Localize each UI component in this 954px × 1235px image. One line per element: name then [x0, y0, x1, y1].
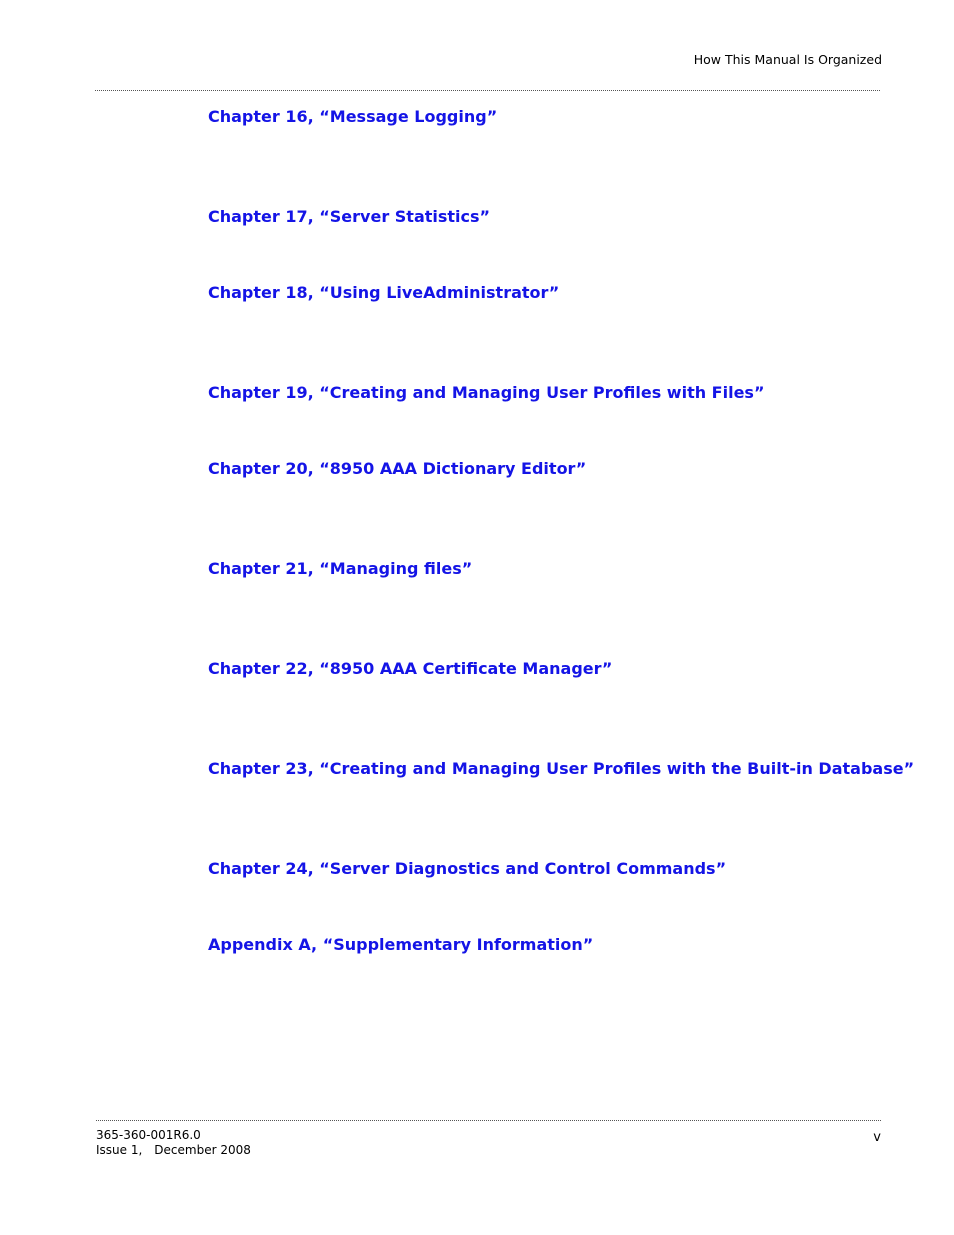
footer-info — [96, 1128, 251, 1158]
toc-link-appendix-a[interactable]: Appendix A, “Supplementary Information” — [208, 935, 594, 954]
footer-divider — [96, 1120, 881, 1121]
toc-link-chapter-18[interactable]: Chapter 18, “Using LiveAdministrator” — [208, 283, 560, 302]
toc-link-chapter-24[interactable]: Chapter 24, “Server Diagnostics and Control Commands” — [208, 859, 727, 878]
toc-link-chapter-22[interactable]: Chapter 22, “8950 AAA Certificate Manager” — [208, 659, 613, 678]
toc-link-chapter-23[interactable]: Chapter 23, “Creating and Managing User Profiles with the Built-in Database” — [208, 759, 915, 778]
header-divider — [95, 90, 880, 91]
toc-link-chapter-20[interactable]: Chapter 20, “8950 AAA Dictionary Editor” — [208, 459, 587, 478]
toc-link-chapter-16[interactable]: Chapter 16, “Message Logging” — [208, 107, 498, 126]
running-header-title: How This Manual Is Organized — [693, 52, 882, 67]
toc-link-chapter-21[interactable]: Chapter 21, “Managing files” — [208, 559, 473, 578]
toc-link-chapter-19[interactable]: Chapter 19, “Creating and Managing User Profiles with Files” — [208, 383, 765, 402]
issue-label: Issue 1, — [96, 1143, 143, 1157]
doc-number: 365-360-001R6.0 — [96, 1128, 201, 1142]
page-number: v — [873, 1130, 881, 1145]
issue-line — [96, 1143, 251, 1158]
toc-link-chapter-17[interactable]: Chapter 17, “Server Statistics” — [208, 207, 491, 226]
issue-date: December 2008 — [154, 1143, 251, 1157]
